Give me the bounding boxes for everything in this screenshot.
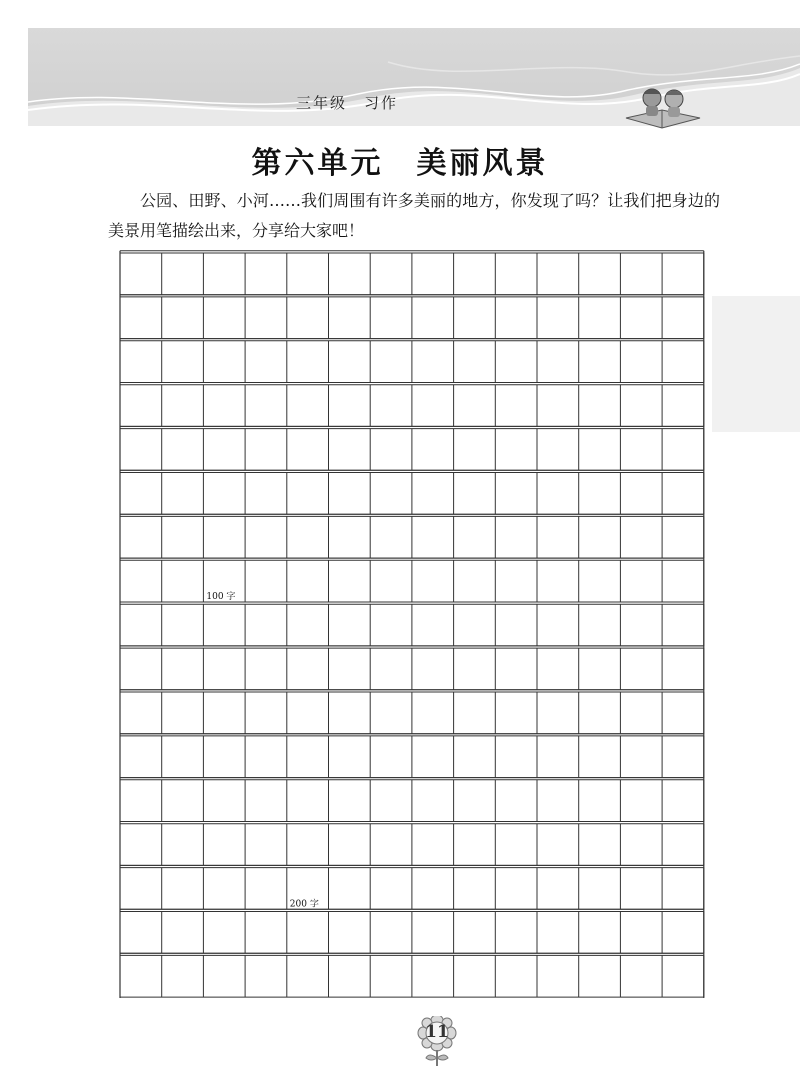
grade-subject-label: 三年级 习作	[296, 94, 399, 112]
grid-row	[120, 865, 704, 909]
grid-row	[120, 426, 704, 470]
grid-row	[120, 778, 704, 822]
page-number-badge	[414, 1016, 460, 1070]
page-number: 11	[425, 1022, 449, 1042]
word-count-marker: 100 字	[206, 592, 236, 602]
grid-row	[120, 734, 704, 778]
unit-title: 第六单元 美丽风景	[251, 146, 549, 181]
grid-row	[120, 251, 704, 295]
grid-row	[120, 690, 704, 734]
word-count-marker: 200 字	[289, 899, 319, 910]
grid-row	[120, 295, 704, 339]
grid-row	[120, 953, 704, 997]
writing-prompt: 公园、田野、小河……我们周围有许多美丽的地方，你发现了吗？让我们把身边的美景用笔描绘出来，分享给大家吧！	[108, 191, 720, 240]
grid-row	[120, 646, 704, 690]
grid-row	[120, 602, 704, 646]
grid-row	[120, 383, 704, 427]
grid-row	[120, 514, 704, 558]
grid-row	[120, 909, 704, 953]
grid-row	[120, 822, 704, 866]
grid-row	[120, 339, 704, 383]
grid-row	[120, 470, 704, 514]
